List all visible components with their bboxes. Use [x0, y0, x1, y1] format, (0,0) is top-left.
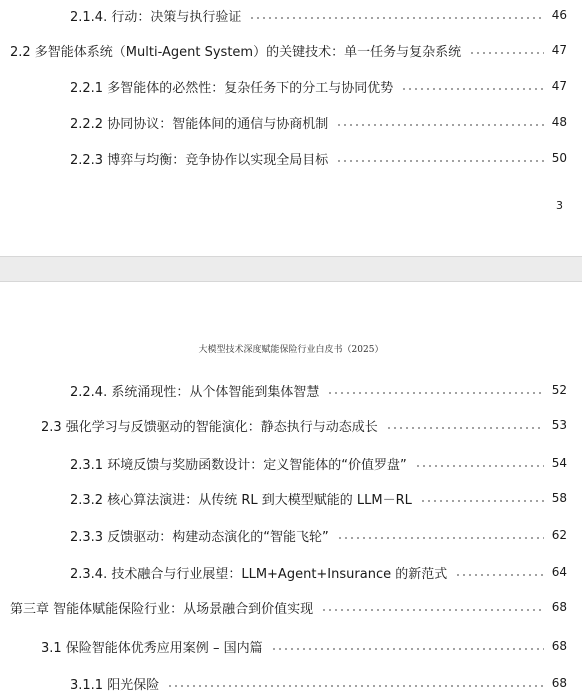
toc-entry-page: 64: [551, 565, 567, 579]
toc-leader-dots: [336, 160, 544, 162]
toc-entry-page: 68: [551, 676, 567, 690]
toc-entry-title: 2.3.3 反馈驱动：构建动态演化的“智能飞轮”: [70, 529, 329, 545]
toc-entry-page: 47: [551, 43, 567, 57]
toc-entry-title: 3.1 保险智能体优秀应用案例 – 国内篇: [41, 640, 263, 656]
toc-leader-dots: [321, 609, 544, 611]
toc-entry-title: 2.1.4. 行动：决策与执行验证: [70, 9, 242, 25]
toc-leader-dots: [249, 17, 543, 19]
toc-entry-title: 2.2.3 博弈与均衡：竞争协作以实现全局目标: [70, 152, 329, 168]
toc-entry-page: 48: [551, 115, 567, 129]
toc-entry-page: 52: [551, 383, 567, 397]
page-number: 3: [556, 199, 563, 212]
toc-entry[interactable]: [70, 561, 567, 583]
toc-entry-page: 50: [551, 151, 567, 165]
toc-entry-page: 62: [551, 528, 567, 542]
toc-entry-title: 2.2.1 多智能体的必然性：复杂任务下的分工与协同优势: [70, 80, 394, 96]
toc-leader-dots: [415, 465, 544, 467]
toc-entry[interactable]: [10, 39, 567, 61]
toc-leader-dots: [401, 88, 544, 90]
toc-entry[interactable]: [70, 4, 567, 26]
toc-entry[interactable]: [70, 672, 567, 694]
toc-leader-dots: [455, 574, 543, 576]
toc-entry-title: 2.3.4. 技术融合与行业展望：LLM+Agent+Insurance 的新范式: [70, 566, 448, 582]
toc-entry-page: 54: [551, 456, 567, 470]
toc-page-top: [0, 0, 582, 256]
toc-entry[interactable]: [70, 379, 567, 401]
toc-entry-title: 2.3.1 环境反馈与奖励函数设计：定义智能体的“价值罗盘”: [70, 457, 407, 473]
toc-entry-page: 68: [551, 600, 567, 614]
toc-entry[interactable]: [70, 487, 567, 509]
toc-entry[interactable]: [70, 111, 567, 133]
running-header: 大模型技术深度赋能保险行业白皮书（2025）: [198, 345, 384, 355]
toc-entry[interactable]: [41, 414, 567, 436]
toc-entry[interactable]: [70, 524, 567, 546]
toc-entry-title: 2.2 多智能体系统（Multi-Agent System）的关键技术：单一任务与复杂系统: [10, 44, 462, 60]
toc-entry-title: 2.3.2 核心算法演进：从传统 RL 到大模型赋能的 LLM－RL: [70, 492, 412, 508]
toc-leader-dots: [420, 500, 544, 502]
page-separator: [0, 256, 582, 282]
toc-leader-dots: [167, 685, 544, 687]
toc-leader-dots: [336, 124, 544, 126]
toc-leader-dots: [271, 648, 544, 650]
toc-entry[interactable]: [70, 452, 567, 474]
toc-entry[interactable]: [10, 596, 567, 618]
toc-entry-page: 47: [551, 79, 567, 93]
toc-entry-title: 2.3 强化学习与反馈驱动的智能演化：静态执行与动态成长: [41, 419, 378, 435]
toc-entry[interactable]: [70, 75, 567, 97]
toc-leader-dots: [327, 392, 543, 394]
toc-entry-title: 2.2.2 协同协议：智能体间的通信与协商机制: [70, 116, 329, 132]
toc-entry-page: 46: [551, 8, 567, 22]
toc-leader-dots: [469, 52, 544, 54]
toc-entry-title: 3.1.1 阳光保险: [70, 677, 160, 693]
toc-leader-dots: [386, 427, 544, 429]
toc-page-bottom: [0, 282, 582, 699]
toc-entry-page: 58: [551, 491, 567, 505]
toc-entry-page: 68: [551, 639, 567, 653]
toc-entry-page: 53: [551, 418, 567, 432]
toc-entry[interactable]: [41, 635, 567, 657]
toc-entry[interactable]: [70, 147, 567, 169]
toc-entry-title: 第三章 智能体赋能保险行业：从场景融合到价值实现: [10, 601, 314, 617]
toc-entry-title: 2.2.4. 系统涌现性：从个体智能到集体智慧: [70, 384, 320, 400]
toc-leader-dots: [337, 537, 544, 539]
